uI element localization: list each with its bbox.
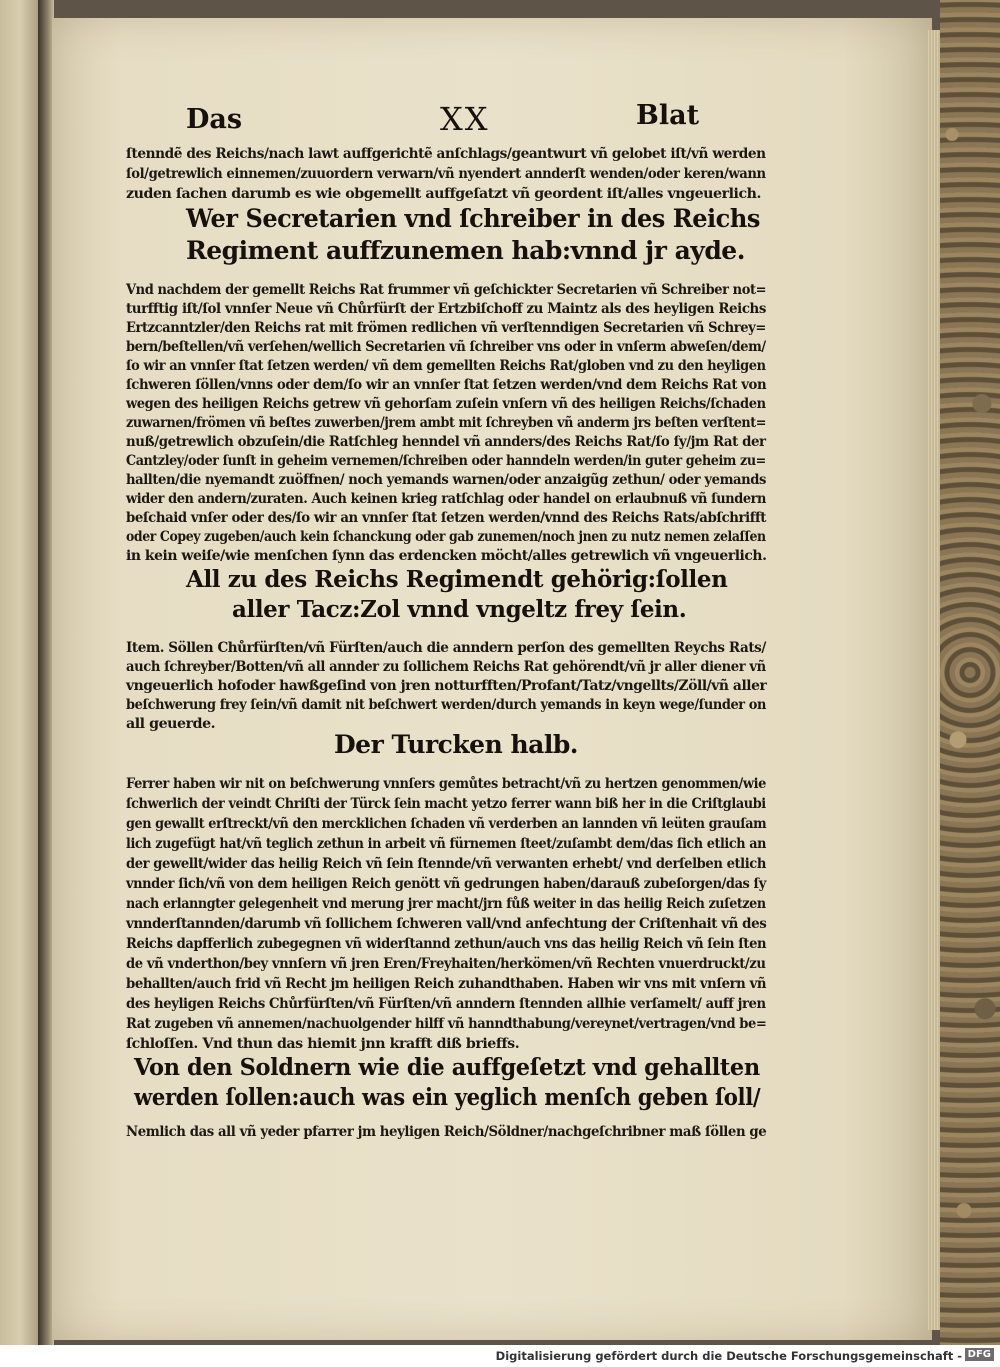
section-heading: Wer Secretarien vnd ſchreiber in des Reichs <box>186 204 760 233</box>
running-head-left: Das <box>186 104 243 135</box>
text-line: behallten/auch frid vñ Recht jm heiligen Reich zuhandthaben. Haben wir vns mit vnſern vñ <box>126 976 767 992</box>
text-line: wider den andern/zuraten. Auch keinen krieg ratſchlag oder handel on erlaubnuß vñ ſundern <box>126 491 767 507</box>
text-line: der gewellt/wider das heilig Reich vñ ſein ſtennde/vñ verwanten erhebt/ vnd derſelben etlich <box>126 856 766 872</box>
text-line: ſchwerlich der veindt Chriſti der Türck ſein macht yetzo ferrer wann biß her in die Criſtglaubi <box>126 796 766 812</box>
text-line: all geuerde. <box>126 716 216 732</box>
text-line: nuß/getrewlich obzuſein/die Ratſchleg henndel vñ annders/des Reichs Rat/ſo ſy/jm Rat der <box>126 434 766 450</box>
text-line: oder Copey zugeben/auch kein ſchanckung oder gab zunemen/noch jnen zu nutz nemen zelaſſen <box>126 529 766 545</box>
text-line: Ferrer haben wir nit on beſchwerung vnnſers gemůtes betracht/vñ zu hertzen genommen/wie <box>126 776 766 792</box>
text-line: Reichs dapfferlich zubegegnen vñ widerſtannd zethun/auch vns das heilig Reich vñ ſein ſten <box>126 936 767 952</box>
running-head-right: Blat <box>636 100 700 131</box>
section-heading: werden ſollen:auch was ein yeglich menſch geben ſoll/ <box>134 1084 761 1111</box>
text-line: Vnd nachdem der gemellt Reichs Rat frummer vñ geſchickter Secretarien vñ Schreiber not= <box>126 282 767 298</box>
text-line: lich zugefügt hat/vñ teglich zethun in arbeit vñ fürnemen ſteet/zuſambt dem/das ſich etlich an <box>126 836 766 852</box>
text-line: Item. Söllen Chůrfürſten/vñ Fürſten/auch die anndern perſon des gemellten Reychs Rats/ <box>126 640 766 656</box>
section-heading: aller Tacz:Zol vnnd vngeltz frey ſein. <box>232 596 687 623</box>
text-line: nach erlanngter gelegenheit vnd merung jrer macht/jrn fůß weiter in das heilig Reich zuſetzen <box>126 896 766 912</box>
text-line: Ertzcanntzler/den Reichs rat mit frömen redlichen vñ verſtenndigen Secretarien vñ Schrey= <box>126 320 766 336</box>
text-line: ſchweren ſöllen/vnns oder dem/ſo wir an vnnſer ſtat ſetzen werden/vnd dem Reichs Rat von <box>126 377 767 393</box>
dfg-logo: DFG <box>965 1348 994 1361</box>
section-heading: Regiment auffzunemen hab:vnnd jr ayde. <box>186 236 745 265</box>
folio-number: XX <box>440 100 490 138</box>
left-page-edge <box>0 0 40 1345</box>
section-heading: Der Turcken halb. <box>334 730 579 759</box>
text-line: ſtenndẽ des Reichs/nach lawt auffgerichtẽ anſchlags/geantwurt vñ gelobet iſt/vñ werden <box>126 146 766 162</box>
section-heading: All zu des Reichs Regimendt gehörig:ſollen <box>186 566 728 593</box>
text-line: vnnder ſich/vñ von dem heiligen Reich genött vñ gedrungen haben/darauß zubeſorgen/das ſy <box>126 876 766 892</box>
text-line: ſchloſſen. Vnd thun das hiemit jnn krafft diß brieffs. <box>126 1036 520 1052</box>
text-line: bern/beſtellen/vñ verſehen/wellich Secretarien vñ ſchreiber vns oder in vnſerm abweſen/dem/ <box>126 339 766 355</box>
text-line: in kein weiſe/wie menſchen ſynn das erdencken möcht/alles getrewlich vñ vngeuerlich. <box>126 548 767 564</box>
text-line: zuden ſachen darumb es wie obgemellt auffgeſatzt vñ geordent iſt/alles vngeuerlich. <box>126 186 762 202</box>
text-line: vnnderſtannden/darumb vñ ſollichem ſchweren vall/vnd anfechtung der Criſtenhait vñ des <box>126 916 767 932</box>
text-line: wegen des heiligen Reichs getrew vñ gehorſam zuſein vnſern vñ des heiligen Reichs/ſchaden <box>126 396 766 412</box>
text-line: auch ſchreyber/Botten/vñ all annder zu ſollichem Reichs Rat gehörendt/vñ jr aller diener vñ <box>126 659 766 675</box>
text-line: ſol/getrewlich einnemen/zuuordern verwarn/vñ nyendert annderſt wenden/oder keren/wann <box>126 166 766 182</box>
text-line: Rat zugeben vñ annemen/nachuolgender hilff vñ hanndthabung/vereynet/vertragen/vnd be= <box>126 1016 767 1032</box>
text-line: ſo wir an vnnſer ſtat ſetzen werden/ vñ dem gemellten Reichs Rat/globen vnd zu den heyligen <box>126 358 766 374</box>
section-heading: Von den Soldnern wie die auffgeſetzt vnd gehallten <box>134 1054 760 1081</box>
text-line: beſchaid vnſer oder des/ſo wir an vnnſer ſtat ſetzen werden/vnnd des Reichs Rats/abſchrifft <box>126 510 766 526</box>
text-line: Cantzley/oder ſunſt in geheim vernemen/ſchreiben oder hanndeln werden/in guter geheim zu= <box>126 453 766 469</box>
marbled-cover <box>940 0 1000 1345</box>
text-line: vngeuerlich hofoder hawßgeſind von jren notturfften/Profant/Tatz/vngellts/Zöll/vñ aller <box>126 678 767 694</box>
text-line: zuwarnen/frömen vñ beſtes zuwerben/jrem ambt mit ſchreyben vñ anderm jrs beſten verſtent= <box>126 415 767 431</box>
footer-bar <box>0 1345 1000 1367</box>
text-line: Nemlich das all vñ yeder pfarrer jm heyligen Reich/Söldner/nachgeſchribner maß ſöllen ge <box>126 1124 767 1140</box>
text-line: gen gewallt erſtreckt/vñ den mercklichen ſchaden vñ verderben an lannden vñ leüten grauſam <box>126 816 767 832</box>
text-line: beſchwerung frey ſein/vñ damit nit beſchwert werden/durch yemands in keyn wege/ſunder on <box>126 697 766 713</box>
text-line: turfftig iſt/ſol vnnſer Neue vñ Chůrfürſt der Ertzbiſchoff zu Maintz als des heyligen Reichs <box>126 301 766 317</box>
funding-credit: Digitalisierung gefördert durch die Deutsche Forschungsgemeinschaft - <box>495 1349 962 1363</box>
text-line: de vñ vnderthon/bey vnnſern vñ jren Eren/Freyhaiten/herkömen/vñ Rechten vnuerdruckt/zu <box>126 956 766 972</box>
text-line: des heyligen Reichs Chůrfürſten/vñ Fürſten/vñ anndern ſtennden allhie verſamelt/ auff jren <box>126 996 766 1012</box>
text-line: hallten/die nyemandt zuöffnen/ noch yemands warnen/oder anzaigũg zethun/ oder yemands <box>126 472 767 488</box>
